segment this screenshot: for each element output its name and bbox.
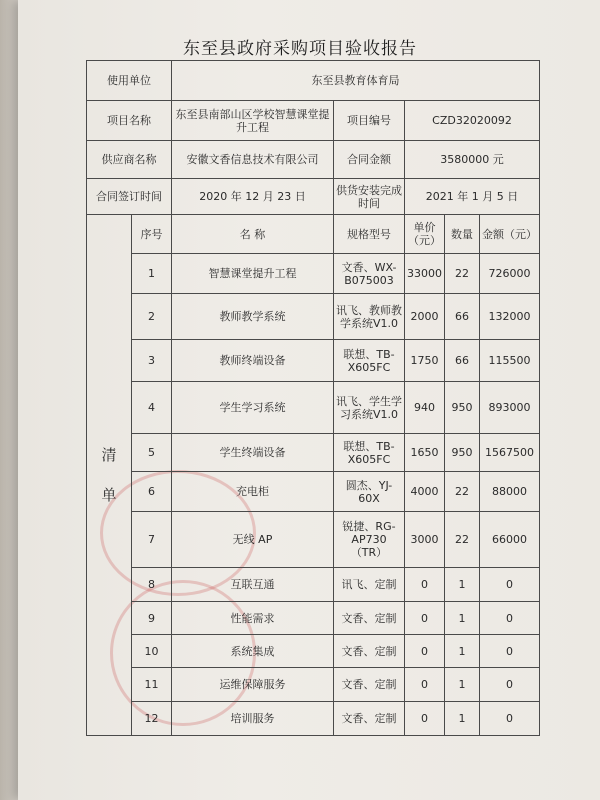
contract-amount-label: 合同金额 [334, 141, 405, 179]
row-name: 学生学习系统 [172, 382, 334, 434]
table-row [87, 294, 540, 340]
list-category-cell [87, 215, 132, 736]
user-unit-label: 使用单位 [87, 61, 172, 101]
row-model: 讯飞、学生学习系统V1.0 [334, 382, 405, 434]
row-name: 培训服务 [172, 702, 334, 736]
supplier-row [87, 141, 540, 179]
row-no: 8 [132, 568, 172, 602]
row-amount: 0 [480, 635, 540, 668]
row-price: 0 [405, 635, 445, 668]
time-row [87, 179, 540, 215]
row-amount: 893000 [480, 382, 540, 434]
row-amount: 0 [480, 568, 540, 602]
row-amount: 88000 [480, 472, 540, 512]
row-amount: 132000 [480, 294, 540, 340]
contract-amount-value: 3580000 元 [405, 141, 540, 179]
row-name: 系统集成 [172, 635, 334, 668]
row-qty: 1 [445, 602, 480, 635]
row-qty: 1 [445, 702, 480, 736]
row-no: 12 [132, 702, 172, 736]
row-price: 2000 [405, 294, 445, 340]
row-price: 1750 [405, 340, 445, 382]
row-price: 940 [405, 382, 445, 434]
supplier-value: 安徽文香信息技术有限公司 [172, 141, 334, 179]
row-no: 1 [132, 254, 172, 294]
header-amount: 金额（元） [480, 215, 540, 254]
row-model: 文香、WX-B075003 [334, 254, 405, 294]
delivery-time-label: 供货安装完成时间 [334, 179, 405, 215]
project-no-label: 项目编号 [334, 101, 405, 141]
row-no: 11 [132, 668, 172, 702]
project-name-value: 东至县南部山区学校智慧课堂提升工程 [172, 101, 334, 141]
row-name: 无线 AP [172, 512, 334, 568]
row-no: 5 [132, 434, 172, 472]
row-qty: 22 [445, 472, 480, 512]
row-no: 10 [132, 635, 172, 668]
header-name: 名 称 [172, 215, 334, 254]
delivery-time-value: 2021 年 1 月 5 日 [405, 179, 540, 215]
row-model: 圆杰、YJ-60X [334, 472, 405, 512]
row-model: 文香、定制 [334, 602, 405, 635]
row-model: 文香、定制 [334, 635, 405, 668]
category-char: 单 [101, 486, 117, 504]
header-model: 规格型号 [334, 215, 405, 254]
project-row [87, 101, 540, 141]
row-name: 教师教学系统 [172, 294, 334, 340]
row-no: 4 [132, 382, 172, 434]
row-name: 性能需求 [172, 602, 334, 635]
row-price: 0 [405, 668, 445, 702]
row-model: 讯飞、教师教学系统V1.0 [334, 294, 405, 340]
sign-time-label: 合同签订时间 [87, 179, 172, 215]
table-row [87, 702, 540, 736]
row-model: 联想、TB-X605FC [334, 340, 405, 382]
user-unit-value: 东至县教育体育局 [172, 61, 540, 101]
table-row [87, 512, 540, 568]
row-qty: 66 [445, 294, 480, 340]
row-price: 33000 [405, 254, 445, 294]
row-name: 学生终端设备 [172, 434, 334, 472]
table-row [87, 602, 540, 635]
row-amount: 1567500 [480, 434, 540, 472]
table-row [87, 254, 540, 294]
table-row [87, 472, 540, 512]
document-title: 东至县政府采购项目验收报告 [183, 39, 417, 59]
table-row [87, 382, 540, 434]
project-no-value: CZD32020092 [405, 101, 540, 141]
row-qty: 66 [445, 340, 480, 382]
row-qty: 1 [445, 568, 480, 602]
supplier-label: 供应商名称 [87, 141, 172, 179]
project-name-label: 项目名称 [87, 101, 172, 141]
row-no: 7 [132, 512, 172, 568]
row-amount: 0 [480, 602, 540, 635]
user-unit-row [87, 61, 540, 101]
table-row [87, 668, 540, 702]
row-no: 3 [132, 340, 172, 382]
header-no: 序号 [132, 215, 172, 254]
row-name: 充电柜 [172, 472, 334, 512]
row-price: 4000 [405, 472, 445, 512]
row-amount: 0 [480, 668, 540, 702]
row-qty: 1 [445, 635, 480, 668]
binding-shadow [0, 0, 18, 800]
header-qty: 数量 [445, 215, 480, 254]
row-amount: 66000 [480, 512, 540, 568]
row-price: 0 [405, 568, 445, 602]
row-model: 文香、定制 [334, 668, 405, 702]
row-model: 联想、TB-X605FC [334, 434, 405, 472]
row-name: 互联互通 [172, 568, 334, 602]
row-model: 讯飞、定制 [334, 568, 405, 602]
row-model: 锐捷、RG-AP730（TR） [334, 512, 405, 568]
row-name: 智慧课堂提升工程 [172, 254, 334, 294]
row-model: 文香、定制 [334, 702, 405, 736]
table-row [87, 635, 540, 668]
row-amount: 0 [480, 702, 540, 736]
row-price: 1650 [405, 434, 445, 472]
header-price: 单价（元） [405, 215, 445, 254]
row-no: 6 [132, 472, 172, 512]
row-amount: 115500 [480, 340, 540, 382]
row-price: 0 [405, 602, 445, 635]
row-qty: 1 [445, 668, 480, 702]
row-qty: 22 [445, 254, 480, 294]
table-row [87, 568, 540, 602]
list-header-row [87, 215, 540, 254]
row-no: 9 [132, 602, 172, 635]
acceptance-report-table [86, 60, 540, 736]
row-qty: 22 [445, 512, 480, 568]
row-price: 0 [405, 702, 445, 736]
row-no: 2 [132, 294, 172, 340]
category-char: 清 [101, 446, 117, 464]
row-name: 教师终端设备 [172, 340, 334, 382]
row-amount: 726000 [480, 254, 540, 294]
row-name: 运维保障服务 [172, 668, 334, 702]
sign-time-value: 2020 年 12 月 23 日 [172, 179, 334, 215]
row-price: 3000 [405, 512, 445, 568]
table-row [87, 434, 540, 472]
row-qty: 950 [445, 434, 480, 472]
table-row [87, 340, 540, 382]
row-qty: 950 [445, 382, 480, 434]
